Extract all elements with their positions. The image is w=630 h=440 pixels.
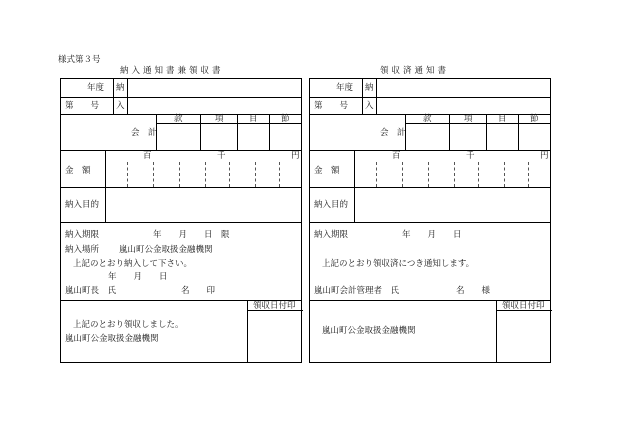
left-stamp-label: 領収日付印 [253, 301, 296, 311]
right-kou: 項 [464, 114, 473, 124]
left-hyaku: 百 [143, 151, 152, 161]
left-kingaku: 金 額 [65, 166, 91, 176]
left-moku: 目 [249, 114, 258, 124]
right-kaikei: 会 計 [380, 128, 406, 138]
left-kan: 款 [174, 114, 183, 124]
left-seal: 名 印 [181, 286, 216, 296]
left-form-title: 納入通知書兼領収書 [120, 66, 224, 76]
left-received-note: 上記のとおり領収しました。 [73, 320, 184, 330]
right-notice-note: 上記のとおり領収済につき通知します。 [322, 259, 475, 269]
left-purpose: 納入目的 [65, 200, 100, 210]
left-deadline-label: 納入期限 [65, 230, 100, 240]
left-place-value: 嵐山町公金取扱金融機関 [119, 245, 213, 255]
right-en: 円 [540, 151, 549, 161]
left-pay-note: 上記のとおり納入して下さい。 [73, 259, 193, 269]
right-stamp-label: 領収日付印 [502, 301, 545, 311]
right-form [309, 78, 551, 363]
left-institution: 嵐山町公金取扱金融機関 [65, 334, 159, 344]
left-date: 年 月 日 [108, 272, 168, 282]
right-no: 第 号 [314, 101, 349, 111]
left-sen: 千 [217, 151, 226, 161]
right-form-title: 領収済通知書 [380, 66, 450, 76]
form-number: 様式第３号 [58, 55, 101, 65]
right-manager: 嵐山町会計管理者 氏 [314, 286, 400, 296]
right-nendo: 年度 [336, 83, 354, 93]
right-deadline-date: 年 月 日 [402, 230, 462, 240]
left-nou: 納 [116, 83, 125, 93]
right-moku: 目 [498, 114, 507, 124]
left-form [60, 78, 302, 363]
right-purpose: 納入目的 [314, 200, 349, 210]
left-deadline-date: 年 月 日 限 [153, 230, 230, 240]
left-place-label: 納入場所 [65, 245, 100, 255]
right-kingaku: 金 額 [314, 166, 340, 176]
right-setsu: 節 [530, 114, 539, 124]
right-nyu: 入 [365, 101, 374, 111]
left-kou: 項 [215, 114, 224, 124]
left-nyu: 入 [116, 101, 125, 111]
right-deadline-label: 納入期限 [314, 230, 349, 240]
left-nendo: 年度 [87, 83, 105, 93]
right-sen: 千 [466, 151, 475, 161]
right-institution: 嵐山町公金取扱金融機関 [322, 326, 416, 336]
right-kan: 款 [423, 114, 432, 124]
left-issuer: 嵐山町長 氏 [65, 286, 117, 296]
right-honorific: 名 様 [456, 286, 491, 296]
right-hyaku: 百 [392, 151, 401, 161]
left-en: 円 [291, 151, 300, 161]
right-nou: 納 [365, 83, 374, 93]
left-kaikei: 会 計 [131, 128, 157, 138]
left-no: 第 号 [65, 101, 100, 111]
left-setsu: 節 [281, 114, 290, 124]
